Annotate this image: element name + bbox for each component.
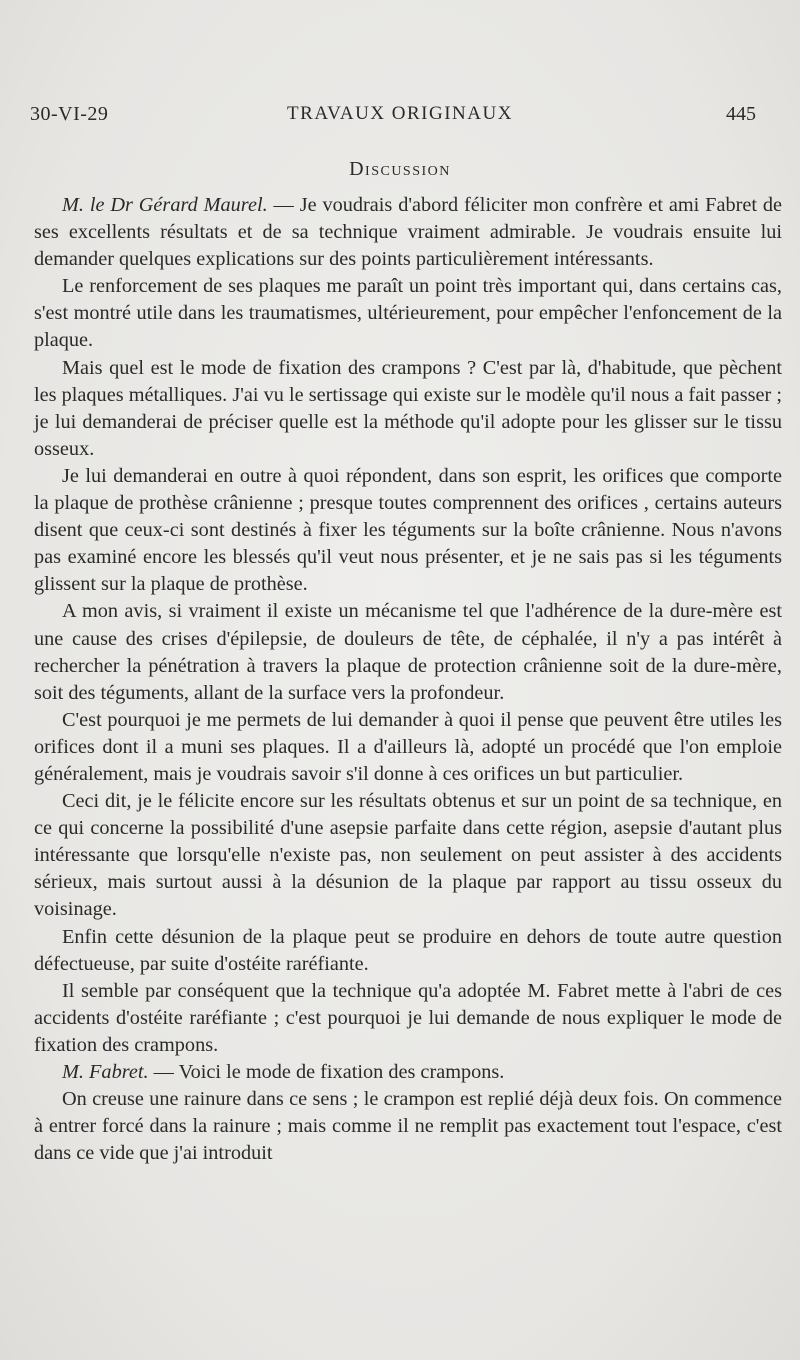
paragraph: [34, 598, 782, 706]
paragraph: [34, 273, 782, 354]
paragraph: [34, 978, 782, 1059]
paragraph-text: — Voici le mode de fixation des crampons.: [148, 1061, 505, 1083]
header-title: TRAVAUX ORIGINAUX: [287, 103, 513, 124]
paragraph: [34, 924, 782, 978]
header-date: 30-VI-29: [30, 103, 109, 125]
paragraph: [34, 707, 782, 788]
running-header: [30, 103, 770, 131]
paragraph-text: C'est pourquoi je me permets de lui demander à quoi il pense que peuvent être utiles les orifices dont il a muni ses plaques. Il a d'ailleurs là, adopté un procédé que l'on emploie généralement, mais je voudrais savoir s'il donne à ces orifices un but particulier.: [34, 708, 782, 785]
speaker-name: M. le Dr Gérard Maurel.: [62, 194, 268, 216]
paragraph: [34, 463, 782, 598]
paragraph-text: — Je voudrais d'abord féliciter mon confrère et ami Fabret de ses excellents résultats et de sa technique vraiment admirable. Je voudrais ensuite lui demander quelques explications sur des points particulièrement intéressants.: [34, 194, 782, 271]
paragraph: [34, 192, 782, 273]
paragraph-text: Enfin cette désunion de la plaque peut se produire en dehors de toute autre question défectueuse, par suite d'ostéite raréfiante.: [34, 925, 782, 975]
body-text: [34, 192, 782, 1167]
speaker-name: M. Fabret.: [62, 1061, 149, 1083]
paragraph: [34, 355, 782, 463]
paragraph: [34, 788, 782, 923]
paragraph-text: Il semble par conséquent que la technique qu'a adoptée M. Fabret mette à l'abri de ces accidents d'ostéite raréfiante ; c'est pourquoi je lui demande de nous expliquer le mode de fixation des crampons.: [34, 979, 782, 1056]
paragraph-text: On creuse une rainure dans ce sens ; le crampon est replié déjà deux fois. On commence à entrer forcé dans la rainure ; mais comme il ne remplit pas exactement tout l'espace, c'est dans ce vide que j'ai introduit: [34, 1088, 782, 1165]
section-title: Discussion: [349, 158, 451, 180]
paragraph: [34, 1059, 782, 1086]
paragraph-text: Le renforcement de ses plaques me paraît un point très important qui, dans certains cas, s'est montré utile dans les traumatismes, ultérieurement, pour empêcher l'enfoncement de la plaque.: [34, 275, 782, 352]
paragraph: [34, 1086, 782, 1167]
paragraph-text: Mais quel est le mode de fixation des crampons ? C'est par là, d'habitude, que pèchent les plaques métalliques. J'ai vu le sertissage qui existe sur le modèle qu'il nous a fait passer ; je lui demanderai de préciser quelle est la méthode qu'il adopte pour les glisser sur le tissu osseux.: [34, 356, 782, 460]
page-number: 445: [726, 103, 756, 125]
paragraph-text: Je lui demanderai en outre à quoi répondent, dans son esprit, les orifices que comporte la plaque de prothèse crânienne ; presque toutes comprennent des orifices , certains auteurs disent que ceux-ci sont destinés à fixer les téguments sur la boîte crânienne. Nous n'avons pas examiné encore les blessés qu'il veut nous présenter, et je ne sais pas si les téguments glissent sur la plaque de prothèse.: [34, 464, 782, 596]
paragraph-text: Ceci dit, je le félicite encore sur les résultats obtenus et sur un point de sa technique, en ce qui concerne la possibilité d'une asepsie parfaite dans cette région, asepsie d'autant plus intéressante que lorsqu'elle n'existe pas, non seulement on peut assister à des accidents sérieux, mais surtout aussi à la désunion de la plaque par rapport au tissu osseux du voisinage.: [34, 790, 782, 921]
paragraph-text: A mon avis, si vraiment il existe un mécanisme tel que l'adhérence de la dure-mère est une cause des crises d'épilepsie, de douleurs de tête, de céphalée, il n'y a pas intérêt à rechercher la pénétration à travers la plaque de protection crânienne soit de la dure-mère, soit des téguments, allant de la surface vers la profondeur.: [34, 600, 782, 704]
